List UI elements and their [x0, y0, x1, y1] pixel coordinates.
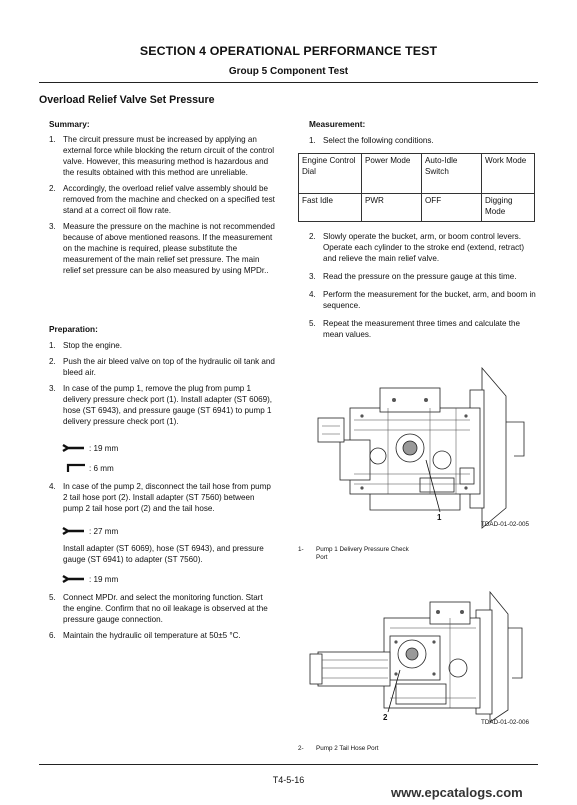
list-item: 6. Maintain the hydraulic oil temperature at 50±5 °C.	[49, 631, 241, 640]
header-rule	[39, 82, 538, 83]
list-item: 5. Repeat the measurement three times and calculate the mean values.	[309, 319, 521, 339]
spec-wrench-27mm: : 27 mm	[62, 526, 118, 536]
table-header: Work Mode	[482, 154, 535, 194]
preparation-item-4	[49, 481, 275, 519]
table-cell: Fast Idle	[299, 194, 362, 222]
list-item: 3. Read the pressure on the pressure gauge at this time.	[309, 272, 517, 281]
table-header: Power Mode	[362, 154, 422, 194]
list-item: 1. Select the following conditions.	[309, 136, 434, 145]
list-item: 1. Stop the engine.	[49, 341, 122, 350]
figure-1-caption-num: 1-	[298, 546, 304, 553]
figure-1-callout: 1	[437, 513, 442, 522]
wrench-icon	[62, 574, 86, 584]
figure-2-caption-num: 2-	[298, 745, 304, 752]
conditions-table	[298, 153, 535, 222]
item-4-extra-text: Install adapter (ST 6069), hose (ST 6943), and pressure gauge (ST 6941) to adapter (ST 7560).	[63, 544, 264, 564]
spec-wrench-19mm: : 19 mm	[62, 443, 118, 453]
spec-wrench-19mm-2: : 19 mm	[62, 574, 118, 584]
figure-1-code: TDAD-01-02-005	[481, 521, 529, 528]
table-cell: PWR	[362, 194, 422, 222]
watermark: www.epcatalogs.com	[391, 785, 523, 800]
figure-2-code: TDAD-01-02-006	[481, 719, 529, 726]
table-cell: Digging Mode	[482, 194, 535, 222]
wrench-icon	[62, 526, 86, 536]
preparation-list-end	[49, 592, 275, 646]
list-item: 2. Slowly operate the bucket, arm, or boom control levers. Operate each cylinder to the stroke end (extend, retract) and relieve the main relief valve.	[309, 232, 525, 263]
footer-rule	[39, 764, 538, 765]
table-header: Auto-Idle Switch	[422, 154, 482, 194]
preparation-list	[49, 340, 275, 432]
spec-hex-6mm: : 6 mm	[66, 463, 114, 473]
measurement-heading: Measurement:	[309, 119, 366, 129]
list-item: 3. Measure the pressure on the machine is not recommended because of above mentioned reasons. If the measurement on the machine is required, please substitute the measurement of the main relief set pressure. The main relief set pressure can be also measured by using MPDr..	[49, 222, 275, 275]
wrench-icon	[62, 443, 86, 453]
list-item: 3. In case of the pump 1, remove the plug from pump 1 delivery pressure check port (1). Install adapter (ST 6069), hose (ST 6943), and pressure gauge (ST 6941) to pump 1 delivery pressure check port (1).	[49, 384, 273, 426]
table-cell: OFF	[422, 194, 482, 222]
pump-1-illustration	[310, 360, 530, 530]
hex-key-icon	[66, 463, 86, 473]
summary-list	[49, 134, 275, 281]
measurement-item-1	[309, 135, 539, 151]
figure-2-callout: 2	[383, 713, 388, 722]
main-heading: Overload Relief Valve Set Pressure	[39, 94, 215, 106]
section-title: SECTION 4 OPERATIONAL PERFORMANCE TEST	[139, 44, 438, 58]
list-item: 2. Accordingly, the overload relief valve assembly should be removed from the machine and checked on a specified test stand at a correct oil flow rate.	[49, 184, 275, 215]
list-item: 4. In case of the pump 2, disconnect the tail hose from pump 2 tail hose port (2). Install adapter (ST 7560) between pump 2 tail hose port (2) and the tail hose.	[49, 482, 271, 513]
group-title: Group 5 Component Test	[228, 66, 349, 77]
figure-2-caption: Pump 2 Tail Hose Port	[316, 745, 379, 752]
figure-1-caption: Pump 1 Delivery Pressure Check Port	[316, 546, 409, 561]
list-item: 1. The circuit pressure must be increased by applying an external force while blocking the return circuit of the control valve. However, this measuring method is hazardous and the results obtained with this method are unreliable.	[49, 135, 274, 177]
preparation-heading: Preparation:	[49, 324, 98, 334]
table-header: Engine Control Dial	[299, 154, 362, 194]
list-item: 5. Connect MPDr. and select the monitoring function. Start the engine. Confirm that no oil leakage is observed at the pressure gauge connection.	[49, 593, 268, 624]
summary-heading: Summary:	[49, 119, 90, 129]
pump-2-illustration	[300, 588, 530, 726]
page-number: T4-5-16	[272, 775, 305, 785]
list-item: 4. Perform the measurement for the bucket, arm, and boom in sequence.	[309, 290, 536, 310]
list-item: 2. Push the air bleed valve on top of the hydraulic oil tank and bleed air.	[49, 357, 275, 377]
measurement-list	[309, 231, 537, 345]
